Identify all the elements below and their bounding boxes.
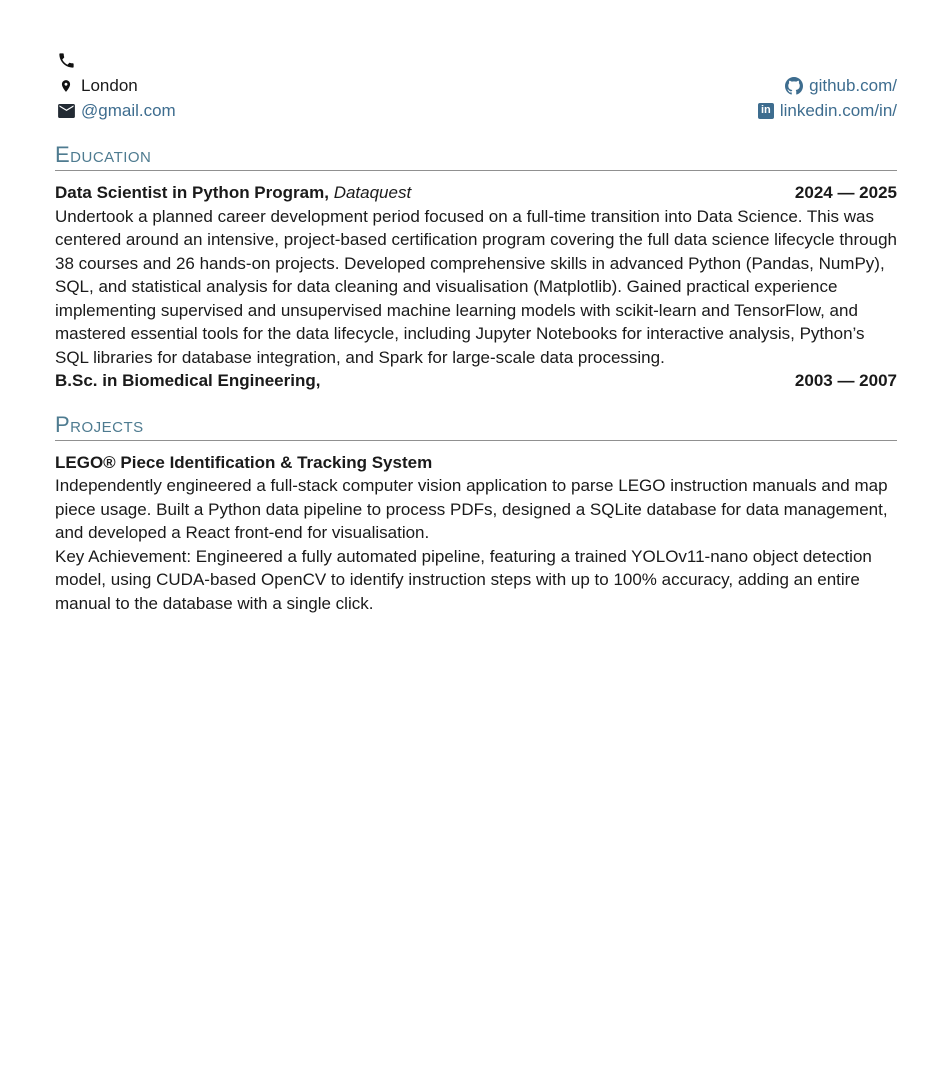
contact-left-column <box>55 48 176 123</box>
phone-row <box>55 48 176 73</box>
education-entry-bsc <box>55 369 897 393</box>
projects-section <box>55 413 897 616</box>
education-entry-dataquest <box>55 181 897 369</box>
github-row <box>758 73 897 98</box>
project-title: LEGO® Piece Identification & Tracking System <box>55 452 433 472</box>
entry-head <box>55 369 897 393</box>
degree-title: B.Sc. in Biomedical Engineering, <box>55 371 321 391</box>
entry-title-group <box>55 181 411 205</box>
entry-title-group <box>55 369 320 393</box>
project-description: Independently engineered a full-stack computer vision application to parse LEGO instruction manuals and map piece usage. Built a Python data pipeline to process PDFs, designed a SQLite database for data management, and developed a React front-end for visualisation. <box>55 476 888 543</box>
entry-head <box>55 181 897 205</box>
entry-dates: 2003 — 2007 <box>794 371 897 391</box>
github-icon <box>783 77 805 95</box>
contact-header <box>55 48 897 123</box>
entry-head <box>55 451 897 475</box>
education-section <box>55 143 897 393</box>
linkedin-icon: in <box>758 103 774 119</box>
degree-title: Data Scientist in Python Program, <box>55 183 329 203</box>
linkedin-row <box>758 98 897 123</box>
envelope-icon <box>55 104 77 118</box>
location-text: London <box>81 75 138 95</box>
education-rule <box>55 170 897 171</box>
github-link[interactable]: github.com/ <box>809 75 897 95</box>
location-pin-icon <box>55 77 77 95</box>
institution-name: Dataquest <box>333 183 412 203</box>
contact-right-column <box>758 73 897 123</box>
location-row <box>55 73 176 98</box>
education-heading: Education <box>55 142 152 167</box>
email-link[interactable]: @gmail.com <box>81 100 176 120</box>
linkedin-link[interactable]: linkedin.com/in/ <box>779 100 897 120</box>
email-row <box>55 98 176 123</box>
entry-dates: 2024 — 2025 <box>794 183 897 203</box>
phone-icon <box>55 51 77 70</box>
project-entry-lego <box>55 451 897 616</box>
entry-description: Undertook a planned career development period focused on a full-time transition into Data Science. This was centered around an intensive, project-based certification program covering the full data science lifecycle through 38 courses and 26 hands-on projects. Developed comprehensive skills in advanced Python (Pandas, NumPy), SQL, and statistical analysis for data cleaning and visualisation (Matplotlib). Gained practical experience implementing supervised and unsupervised machine learning models with scikit-learn and TensorFlow, and mastered essential tools for the data lifecycle, including Jupyter Notebooks for interactive analysis, Python’s SQL libraries for database integration, and Spark for large-scale data processing. <box>55 206 897 367</box>
project-key-achievement: Key Achievement: Engineered a fully automated pipeline, featuring a trained YOLOv11-nano object detection model, using CUDA-based OpenCV to identify instruction steps with up to 100% accuracy, adding an entire manual to the database with a single click. <box>55 546 872 613</box>
projects-rule <box>55 440 897 441</box>
projects-heading: Projects <box>55 411 144 437</box>
